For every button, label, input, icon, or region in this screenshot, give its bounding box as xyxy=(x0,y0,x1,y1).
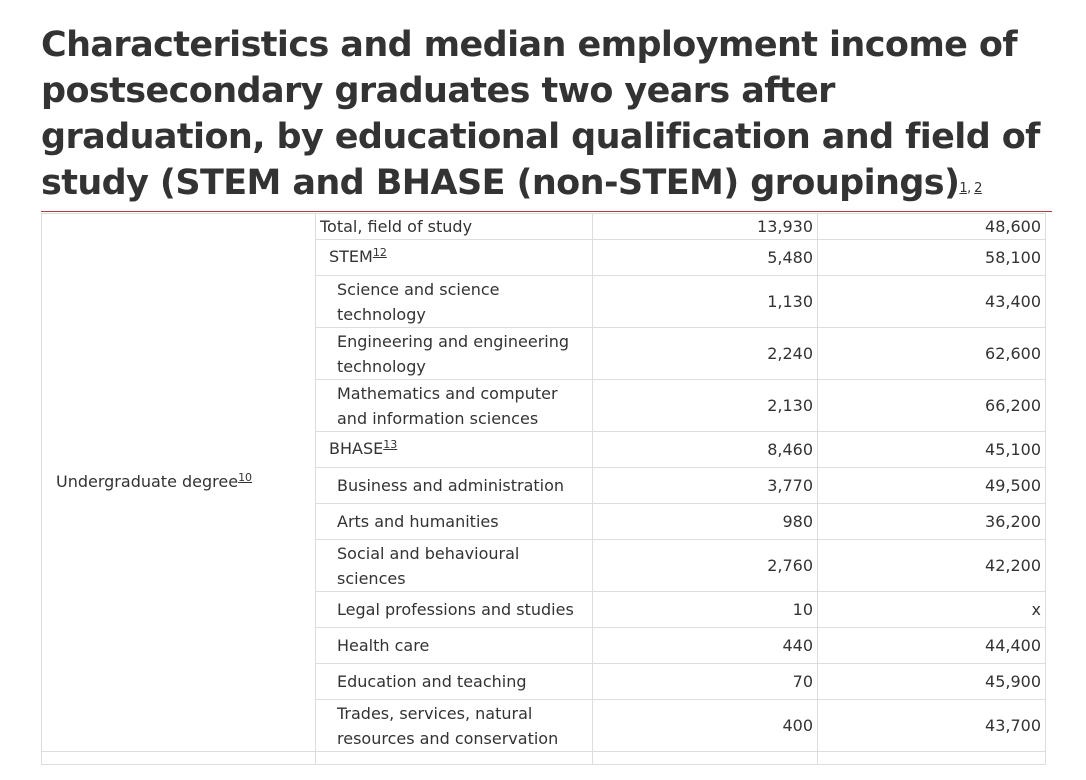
graduates-cell: 2,760 xyxy=(593,540,818,592)
graduates-cell: 1,130 xyxy=(593,276,818,328)
data-table xyxy=(41,213,1046,765)
income-cell: 44,400 xyxy=(818,628,1046,664)
field-label: Education and teaching xyxy=(337,672,527,691)
income-cell: 43,400 xyxy=(818,276,1046,328)
field-label: Health care xyxy=(337,636,430,655)
field-cell xyxy=(316,468,593,504)
field-label: Science and science technology xyxy=(337,279,500,324)
stem-footnote-link[interactable]: 12 xyxy=(372,246,387,259)
income-cell: 45,900 xyxy=(818,664,1046,700)
graduates-cell: 3,770 xyxy=(593,468,818,504)
empty-cell xyxy=(316,752,593,765)
title-footnote-link-1[interactable]: 1 xyxy=(959,181,968,196)
field-cell xyxy=(316,214,593,240)
bhase-footnote-link[interactable]: 13 xyxy=(383,438,398,451)
income-cell: x xyxy=(818,592,1046,628)
income-cell: 45,100 xyxy=(818,432,1046,468)
graduates-cell: 980 xyxy=(593,504,818,540)
field-cell xyxy=(316,276,593,328)
income-cell: 42,200 xyxy=(818,540,1046,592)
income-cell: 48,600 xyxy=(818,214,1046,240)
title-footnotes xyxy=(959,181,981,196)
field-cell xyxy=(316,328,593,380)
empty-cell xyxy=(818,752,1046,765)
footnote-separator: , xyxy=(967,181,975,196)
graduates-cell: 8,460 xyxy=(593,432,818,468)
income-cell: 36,200 xyxy=(818,504,1046,540)
group-cell-undergraduate xyxy=(42,214,316,752)
field-label: Trades, services, natural resources and conservation xyxy=(337,703,559,748)
empty-cell xyxy=(42,752,316,765)
graduates-cell: 70 xyxy=(593,664,818,700)
graduates-cell: 13,930 xyxy=(593,214,818,240)
income-cell: 49,500 xyxy=(818,468,1046,504)
field-label: BHASE xyxy=(329,439,384,458)
field-label: Mathematics and computer and information sciences xyxy=(337,383,558,428)
graduates-cell: 2,240 xyxy=(593,328,818,380)
field-cell xyxy=(316,240,593,276)
group-label: Undergraduate degree xyxy=(56,472,239,491)
field-label: Social and behavioural sciences xyxy=(337,543,520,588)
field-cell xyxy=(316,380,593,432)
title-text: Characteristics and median employment income of postsecondary graduates two years after graduation, by educational qualification and field of study (STEM and BHASE (non-STEM) groupings) xyxy=(41,25,1040,203)
income-cell: 66,200 xyxy=(818,380,1046,432)
empty-cell xyxy=(593,752,818,765)
field-cell xyxy=(316,432,593,468)
graduates-cell: 440 xyxy=(593,628,818,664)
title-divider xyxy=(41,211,1052,212)
field-cell xyxy=(316,504,593,540)
field-cell xyxy=(316,664,593,700)
table-row xyxy=(42,214,1046,240)
income-cell: 62,600 xyxy=(818,328,1046,380)
table-row-partial xyxy=(42,752,1046,765)
graduates-cell: 2,130 xyxy=(593,380,818,432)
field-label: Total, field of study xyxy=(320,217,473,236)
field-label: Engineering and engineering technology xyxy=(337,331,570,376)
income-cell: 58,100 xyxy=(818,240,1046,276)
title-footnote-link-2[interactable]: 2 xyxy=(974,181,982,196)
graduates-cell: 10 xyxy=(593,592,818,628)
field-cell xyxy=(316,700,593,752)
field-cell xyxy=(316,592,593,628)
graduates-cell: 5,480 xyxy=(593,240,818,276)
page-title xyxy=(41,22,1061,214)
field-label: STEM xyxy=(329,247,373,266)
field-label: Business and administration xyxy=(337,476,565,495)
field-cell xyxy=(316,540,593,592)
field-cell xyxy=(316,628,593,664)
income-cell: 43,700 xyxy=(818,700,1046,752)
field-label: Legal professions and studies xyxy=(337,600,574,619)
field-label: Arts and humanities xyxy=(337,512,499,531)
group-footnote-link[interactable]: 10 xyxy=(238,471,253,484)
graduates-cell: 400 xyxy=(593,700,818,752)
